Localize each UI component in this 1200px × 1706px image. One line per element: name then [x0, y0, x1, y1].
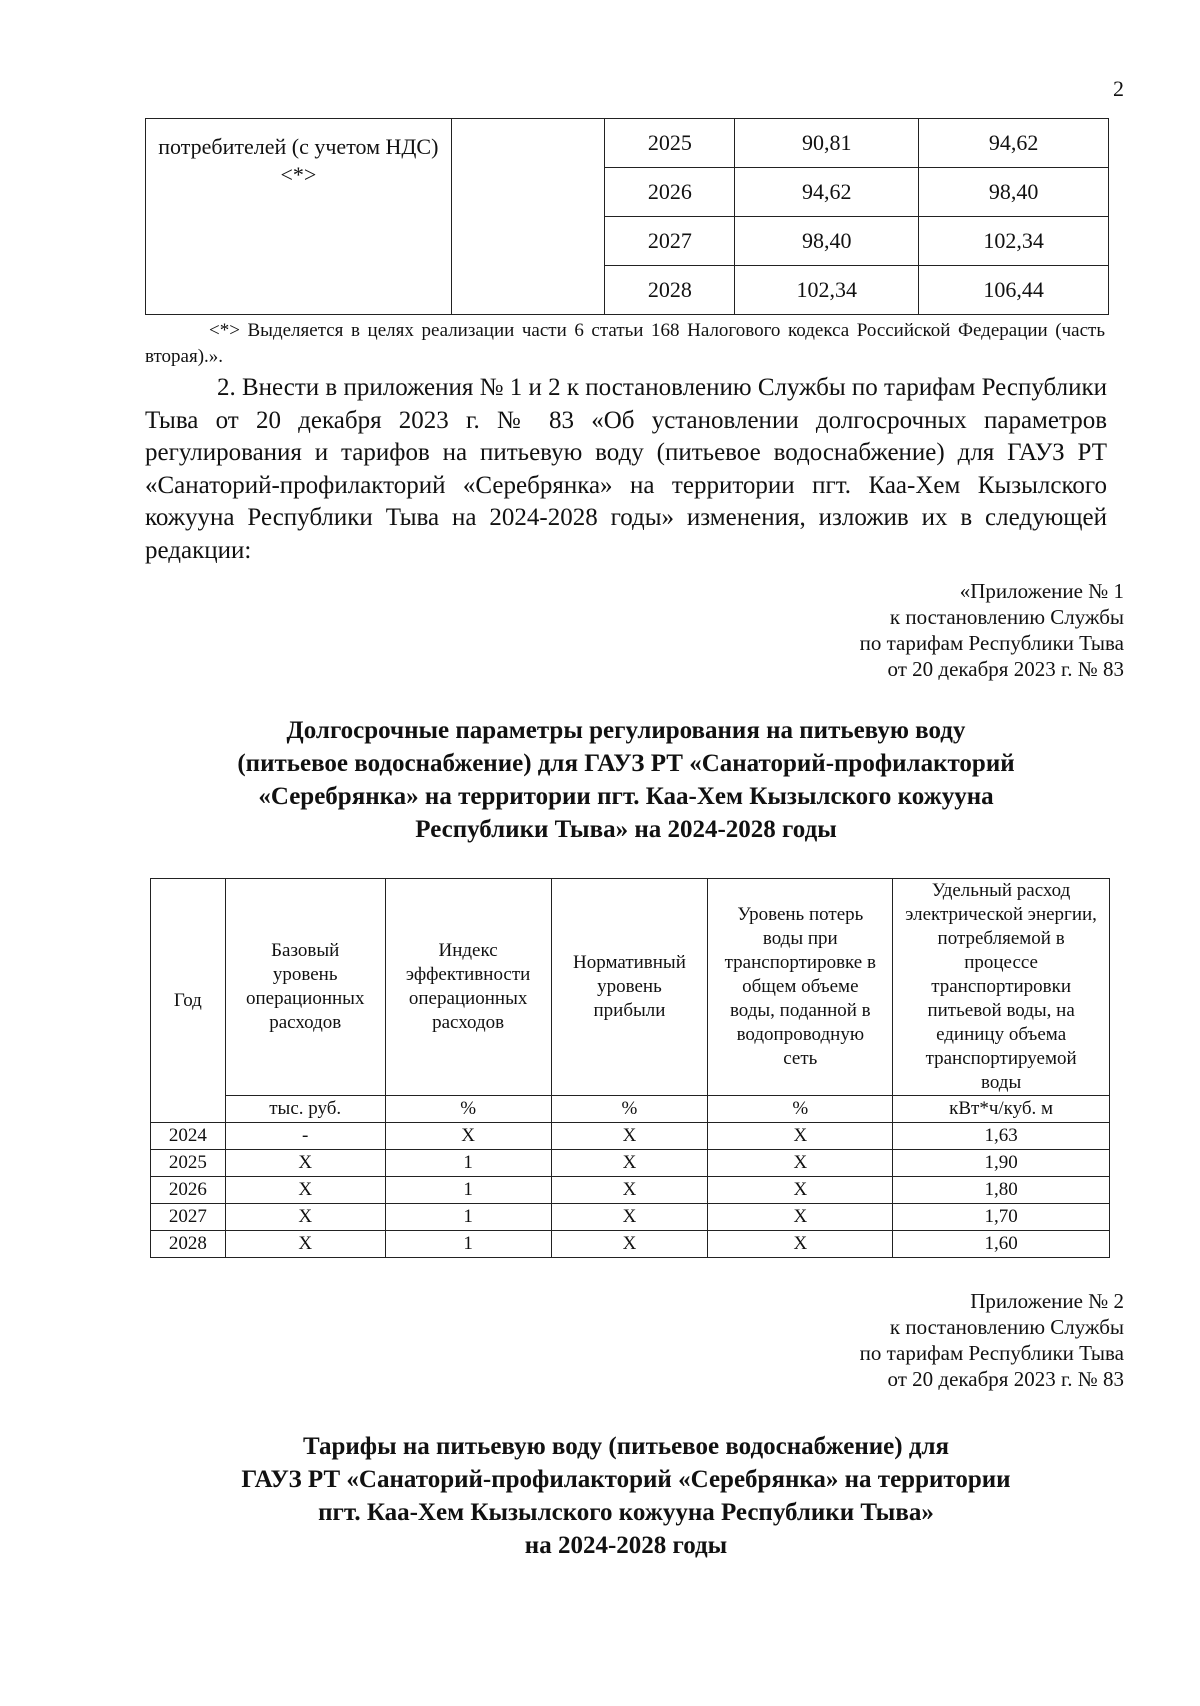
- table-row: [151, 1177, 1110, 1204]
- unit-cell: тыс. руб.: [225, 1096, 385, 1123]
- loss-cell: Х: [708, 1150, 893, 1177]
- continuation-table: [145, 118, 1109, 315]
- profit-cell: Х: [551, 1177, 708, 1204]
- unit-cell: %: [551, 1096, 708, 1123]
- annex-line: от 20 декабря 2023 г. № 83: [887, 1367, 1124, 1391]
- year-cell: 2026: [605, 168, 735, 217]
- annex-line: от 20 декабря 2023 г. № 83: [887, 657, 1124, 681]
- header-efficiency-index: Индекс эффективности операционных расходов: [385, 879, 551, 1096]
- header-row: [151, 879, 1110, 1096]
- header-normative-profit: Нормативный уровень прибыли: [551, 879, 708, 1096]
- header-water-loss: Уровень потерь воды при транспортировке в общем объеме воды, поданной в водопроводную сеть: [708, 879, 893, 1096]
- year-cell: 2028: [151, 1231, 226, 1258]
- annex-2-caption: [860, 1288, 1124, 1392]
- heading-line: ГАУЗ РТ «Санаторий-профилакторий «Серебрянка» на территории: [241, 1466, 1011, 1493]
- index-cell: 1: [385, 1204, 551, 1231]
- index-cell: 1: [385, 1177, 551, 1204]
- energy-cell: 1,63: [893, 1123, 1110, 1150]
- year-cell: 2028: [605, 266, 735, 315]
- base-cell: -: [225, 1123, 385, 1150]
- page-number: 2: [1113, 76, 1124, 101]
- year-cell: 2024: [151, 1123, 226, 1150]
- footnote: <*> Выделяется в целях реализации части 6 статьи 168 Налогового кодекса Российской Федерации (часть вторая).».: [145, 320, 1105, 367]
- heading-1: [145, 714, 1107, 846]
- table-row: [151, 1204, 1110, 1231]
- base-cell: Х: [225, 1177, 385, 1204]
- value-cell: 90,81: [735, 119, 919, 168]
- heading-line: на 2024-2028 годы: [524, 1532, 728, 1559]
- index-cell: 1: [385, 1150, 551, 1177]
- year-cell: 2027: [151, 1204, 226, 1231]
- base-cell: Х: [225, 1204, 385, 1231]
- annex-line: к постановлению Службы: [889, 1315, 1124, 1339]
- loss-cell: Х: [708, 1204, 893, 1231]
- profit-cell: Х: [551, 1231, 708, 1258]
- table-row: [151, 1123, 1110, 1150]
- heading-line: пгт. Каа-Хем Кызылского кожууна Республики Тыва»: [318, 1499, 934, 1526]
- value-cell: 102,34: [735, 266, 919, 315]
- annex-1-caption: [860, 578, 1124, 682]
- value-cell: 106,44: [919, 266, 1109, 315]
- year-cell: 2027: [605, 217, 735, 266]
- loss-cell: Х: [708, 1123, 893, 1150]
- year-cell: 2026: [151, 1177, 226, 1204]
- header-energy-use: Удельный расход электрической энергии, потребляемой в процессе транспортировки питьевой воды, на единицу объема транспортируемой воды: [893, 879, 1110, 1096]
- annex-line: к постановлению Службы: [889, 605, 1124, 629]
- profit-cell: Х: [551, 1123, 708, 1150]
- energy-cell: 1,90: [893, 1150, 1110, 1177]
- value-cell: 94,62: [735, 168, 919, 217]
- base-cell: Х: [225, 1150, 385, 1177]
- value-cell: 98,40: [735, 217, 919, 266]
- annex-line: по тарифам Республики Тыва: [859, 1341, 1124, 1365]
- heading-line: (питьевое водоснабжение) для ГАУЗ РТ «Санаторий-профилакторий: [237, 750, 1015, 777]
- loss-cell: Х: [708, 1177, 893, 1204]
- energy-cell: 1,70: [893, 1204, 1110, 1231]
- unit-cell: %: [708, 1096, 893, 1123]
- index-cell: Х: [385, 1123, 551, 1150]
- parameters-table: [150, 878, 1110, 1258]
- annex-line: Приложение № 2: [970, 1289, 1124, 1313]
- unit-cell: кВт*ч/куб. м: [893, 1096, 1110, 1123]
- empty-cell: [451, 119, 605, 315]
- year-cell: 2025: [605, 119, 735, 168]
- heading-line: Долгосрочные параметры регулирования на питьевую воду: [286, 717, 966, 744]
- table-row: [151, 1231, 1110, 1258]
- value-cell: 102,34: [919, 217, 1109, 266]
- loss-cell: Х: [708, 1231, 893, 1258]
- heading-line: Республики Тыва» на 2024-2028 годы: [415, 816, 837, 843]
- table-row: [146, 119, 1109, 168]
- heading-line: «Серебрянка» на территории пгт. Каа-Хем Кызылского кожууна: [258, 783, 994, 810]
- value-cell: 94,62: [919, 119, 1109, 168]
- profit-cell: Х: [551, 1204, 708, 1231]
- index-cell: 1: [385, 1231, 551, 1258]
- year-cell: 2025: [151, 1150, 226, 1177]
- annex-line: по тарифам Республики Тыва: [859, 631, 1124, 655]
- header-base-level: Базовый уровень операционных расходов: [225, 879, 385, 1096]
- category-label-cell: потребителей (с учетом НДС) <*>: [146, 119, 452, 315]
- heading-2: [145, 1430, 1107, 1562]
- energy-cell: 1,80: [893, 1177, 1110, 1204]
- table-row: [151, 1150, 1110, 1177]
- heading-line: Тарифы на питьевую воду (питьевое водоснабжение) для: [302, 1433, 950, 1460]
- annex-line: «Приложение № 1: [959, 579, 1124, 603]
- units-row: [151, 1096, 1110, 1123]
- base-cell: Х: [225, 1231, 385, 1258]
- energy-cell: 1,60: [893, 1231, 1110, 1258]
- value-cell: 98,40: [919, 168, 1109, 217]
- profit-cell: Х: [551, 1150, 708, 1177]
- unit-cell: %: [385, 1096, 551, 1123]
- paragraph-2: 2. Внести в приложения № 1 и 2 к постановлению Службы по тарифам Республики Тыва от 20 декабря 2023 г. № 83 «Об установлении долгосрочных параметров регулирования и тарифов на питьевую воду (питьевое водоснабжение) для ГАУЗ РТ «Санаторий-профилакторий «Серебрянка» на территории пгт. Каа-Хем Кызылского кожууна Республики Тыва на 2024-2028 годы» изменения, изложив их в следующей редакции:: [145, 374, 1107, 564]
- header-year: Год: [151, 879, 226, 1123]
